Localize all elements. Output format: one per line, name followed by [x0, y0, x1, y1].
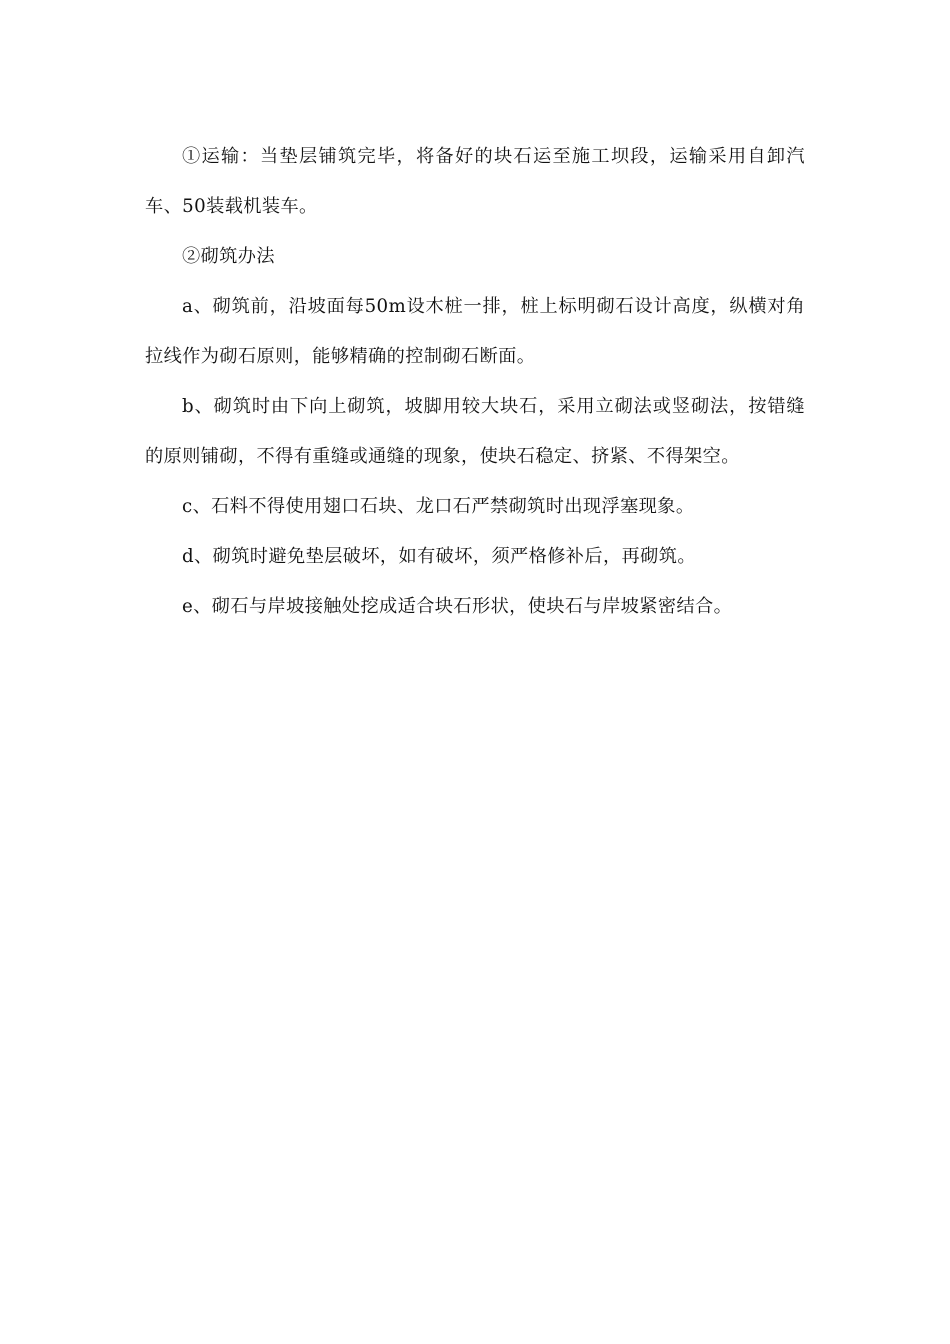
paragraph-item-b: b、砌筑时由下向上砌筑，坡脚用较大块石，采用立砌法或竖砌法，按错缝的原则铺砌，不得有重缝或通缝的现象，使块石稳定、挤紧、不得架空。 [145, 396, 805, 467]
paragraph-transport: ①运输：当垫层铺筑完毕，将备好的块石运至施工坝段，运输采用自卸汽车、50装载机装车。 [145, 146, 805, 217]
paragraph-item-e: e、砌石与岸坡接触处挖成适合块石形状，使块石与岸坡紧密结合。 [182, 596, 733, 617]
paragraph-item-d: d、砌筑时避免垫层破坏，如有破坏，须严格修补后，再砌筑。 [182, 546, 696, 567]
paragraph-item-c: c、石料不得使用翅口石块、龙口石严禁砌筑时出现浮塞现象。 [182, 496, 695, 517]
document-body [145, 132, 805, 632]
paragraph-item-a: a、砌筑前，沿坡面每50m设木桩一排，桩上标明砌石设计高度，纵横对角拉线作为砌石原则，能够精确的控制砌石断面。 [145, 296, 805, 367]
paragraph-masonry-method-heading: ②砌筑办法 [182, 246, 275, 267]
